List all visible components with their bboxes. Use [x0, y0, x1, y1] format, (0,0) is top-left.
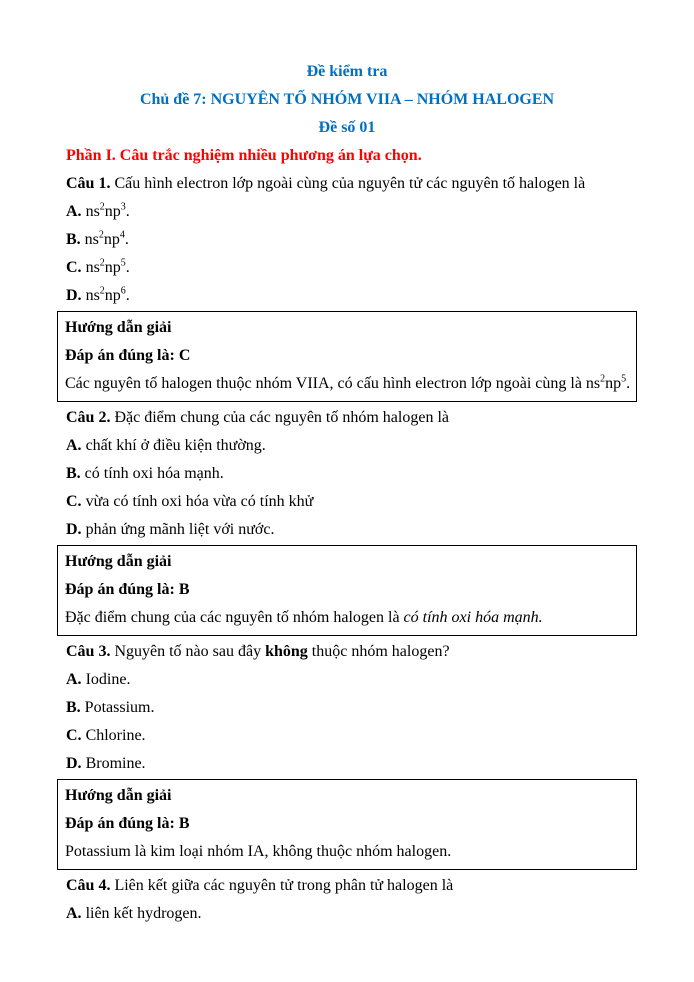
question-1-option-a: A. $ns^2np^3$.	[66, 201, 130, 220]
question-3-option-d: D. Bromine.	[66, 755, 146, 772]
solution-3-explanation: Potassium là kim loại nhóm IA, không thuộc nhóm halogen.	[65, 843, 452, 860]
solution-box-2	[57, 545, 637, 636]
question-3-option-c: C. Chlorine.	[66, 727, 146, 744]
solution-3-answer: Đáp án đúng là: B	[65, 815, 190, 832]
question-3-option-b: B. Potassium.	[66, 699, 155, 716]
question-1-option-c: C. $ns^2np^5$.	[66, 257, 130, 276]
question-1-option-b: B. $ns^2np^4$.	[66, 229, 129, 248]
doc-subtitle: Chủ đề 7: NGUYÊN TỐ NHÓM VIIA – NHÓM HALOGEN	[139, 91, 555, 108]
solution-box-3	[57, 779, 637, 870]
question-2-option-b: B. có tính oxi hóa mạnh.	[66, 465, 224, 482]
solution-3-heading: Hướng dẫn giải	[65, 787, 172, 804]
question-2-prompt: Câu 2. Đặc điểm chung của các nguyên tố nhóm halogen là	[66, 409, 449, 426]
solution-1-heading: Hướng dẫn giải	[65, 319, 172, 336]
question-4-prompt: Câu 4. Liên kết giữa các nguyên tử trong phân tử halogen là	[66, 877, 454, 894]
solution-2-explanation: Đặc điểm chung của các nguyên tố nhóm halogen là có tính oxi hóa mạnh.	[65, 609, 543, 626]
question-1-option-d: D. $ns^2np^6$.	[66, 285, 130, 304]
question-2-option-a: A. chất khí ở điều kiện thường.	[66, 437, 266, 454]
solution-box-1	[57, 311, 637, 402]
section-heading: Phần I. Câu trắc nghiệm nhiều phương án lựa chọn.	[66, 147, 422, 164]
question-4-option-a: A. liên kết hydrogen.	[66, 905, 202, 922]
solution-1-answer: Đáp án đúng là: C	[65, 347, 191, 364]
doc-title: Đề kiểm tra	[306, 63, 388, 80]
question-3-prompt: Câu 3. Nguyên tố nào sau đây không thuộc nhóm halogen?	[66, 643, 450, 660]
solution-1-explanation: Các nguyên tố halogen thuộc nhóm VIIA, có cấu hình electron lớp ngoài cùng là $ns^2np^5$.	[65, 373, 631, 392]
solution-2-heading: Hướng dẫn giải	[65, 553, 172, 570]
question-2-option-c: C. vừa có tính oxi hóa vừa có tính khử	[66, 493, 314, 510]
question-1-prompt: Câu 1. Cấu hình electron lớp ngoài cùng của nguyên tử các nguyên tố halogen là	[66, 175, 586, 192]
doc-exam-number: Đề số 01	[318, 119, 376, 136]
question-3-option-a: A. Iodine.	[66, 671, 131, 688]
question-2-option-d: D. phản ứng mãnh liệt với nước.	[66, 521, 275, 538]
solution-2-answer: Đáp án đúng là: B	[65, 581, 190, 598]
